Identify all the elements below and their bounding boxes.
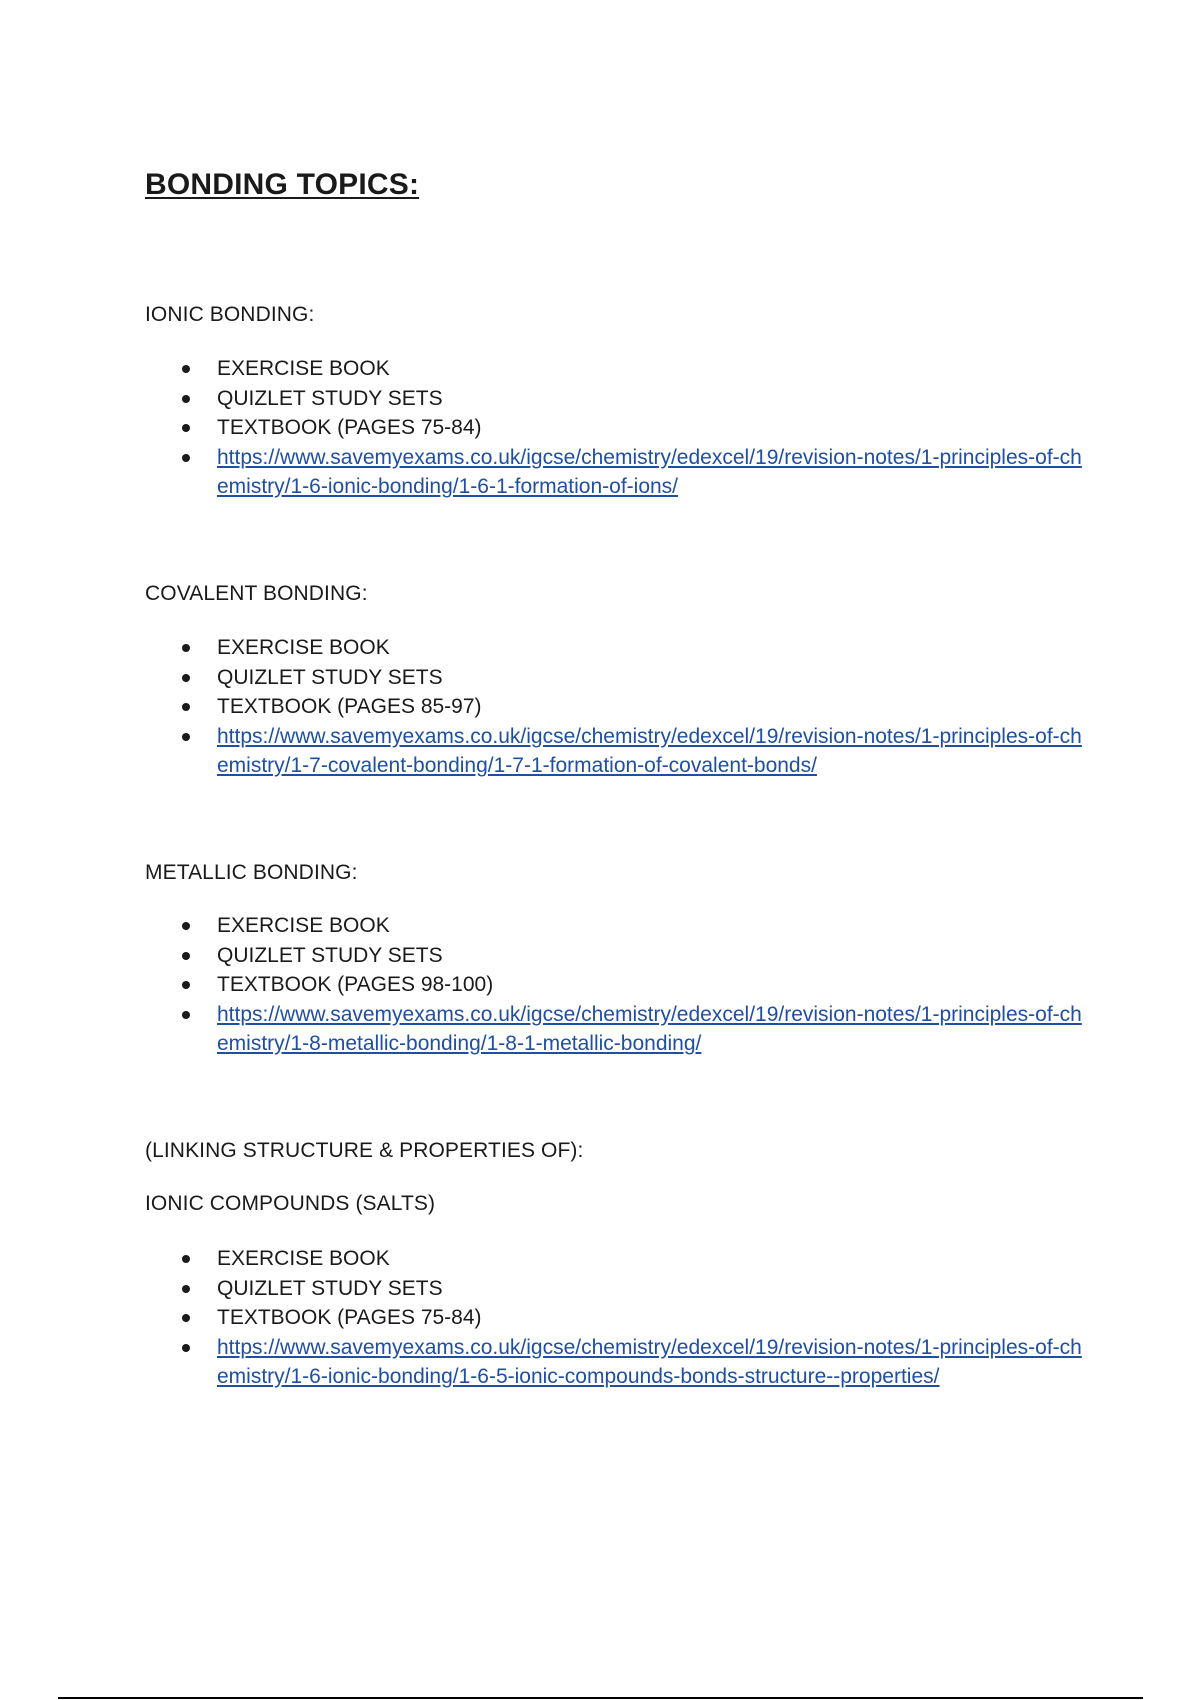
list-item bbox=[145, 1274, 1085, 1304]
bullet-icon bbox=[182, 365, 190, 373]
item-label: EXERCISE BOOK bbox=[217, 636, 390, 659]
list-item bbox=[145, 1000, 1085, 1059]
list-item bbox=[145, 663, 1085, 693]
item-label: EXERCISE BOOK bbox=[217, 914, 390, 937]
section-heading-ionic-bonding: IONIC BONDING: bbox=[145, 303, 315, 326]
list-item bbox=[145, 1244, 1085, 1274]
list-item bbox=[145, 970, 1085, 1000]
ionic-bonding-link[interactable]: https://www.savemyexams.co.uk/igcse/chemistry/edexcel/19/revision-notes/1-principles-of-chemistry/1-6-ionic-bonding/1-6-1-formation-of-ions/ bbox=[217, 445, 1082, 498]
bullet-icon bbox=[182, 1285, 190, 1293]
bullet-icon bbox=[182, 454, 190, 462]
bullet-icon bbox=[182, 395, 190, 403]
bullet-icon bbox=[182, 922, 190, 930]
item-label: QUIZLET STUDY SETS bbox=[217, 943, 443, 967]
resource-list-ionic-compounds bbox=[145, 1244, 1085, 1392]
bullet-icon bbox=[182, 733, 190, 741]
list-item bbox=[145, 384, 1085, 414]
list-item bbox=[145, 1303, 1085, 1333]
section-preheading-linking-structure: (LINKING STRUCTURE & PROPERTIES OF): bbox=[145, 1139, 584, 1162]
item-label: EXERCISE BOOK bbox=[217, 357, 390, 380]
bullet-icon bbox=[182, 952, 190, 960]
list-item bbox=[145, 722, 1085, 781]
resource-list-metallic-bonding bbox=[145, 911, 1085, 1059]
item-label: QUIZLET STUDY SETS bbox=[217, 665, 443, 689]
bullet-icon bbox=[182, 1255, 190, 1263]
ionic-compounds-link[interactable]: https://www.savemyexams.co.uk/igcse/chemistry/edexcel/19/revision-notes/1-principles-of-chemistry/1-6-ionic-bonding/1-6-5-ionic-compounds-bonds-structure--properties/ bbox=[217, 1335, 1082, 1388]
item-label: TEXTBOOK (PAGES 75-84) bbox=[217, 1306, 482, 1329]
section-heading-covalent-bonding: COVALENT BONDING: bbox=[145, 582, 368, 605]
bullet-icon bbox=[182, 981, 190, 989]
metallic-bonding-link[interactable]: https://www.savemyexams.co.uk/igcse/chemistry/edexcel/19/revision-notes/1-principles-of-chemistry/1-8-metallic-bonding/1-8-1-metallic-bonding/ bbox=[217, 1002, 1082, 1055]
item-label: QUIZLET STUDY SETS bbox=[217, 386, 443, 410]
resource-list-ionic-bonding bbox=[145, 354, 1085, 502]
bullet-icon bbox=[182, 644, 190, 652]
list-item bbox=[145, 911, 1085, 941]
bullet-icon bbox=[182, 674, 190, 682]
section-heading-metallic-bonding: METALLIC BONDING: bbox=[145, 861, 358, 884]
item-label: EXERCISE BOOK bbox=[217, 1247, 390, 1270]
covalent-bonding-link[interactable]: https://www.savemyexams.co.uk/igcse/chemistry/edexcel/19/revision-notes/1-principles-of-chemistry/1-7-covalent-bonding/1-7-1-formation-of-covalent-bonds/ bbox=[217, 724, 1082, 777]
bullet-icon bbox=[182, 1314, 190, 1322]
item-label: QUIZLET STUDY SETS bbox=[217, 1276, 443, 1300]
list-item bbox=[145, 692, 1085, 722]
page-title: BONDING TOPICS: bbox=[145, 168, 420, 201]
list-item bbox=[145, 413, 1085, 443]
list-item bbox=[145, 1333, 1085, 1392]
resource-list-covalent-bonding bbox=[145, 633, 1085, 781]
item-label: TEXTBOOK (PAGES 98-100) bbox=[217, 973, 494, 996]
bullet-icon bbox=[182, 703, 190, 711]
item-label: TEXTBOOK (PAGES 85-97) bbox=[217, 695, 482, 718]
footer-divider bbox=[58, 1697, 1143, 1699]
bullet-icon bbox=[182, 424, 190, 432]
list-item bbox=[145, 633, 1085, 663]
list-item bbox=[145, 941, 1085, 971]
bullet-icon bbox=[182, 1011, 190, 1019]
bullet-icon bbox=[182, 1344, 190, 1352]
item-label: TEXTBOOK (PAGES 75-84) bbox=[217, 416, 482, 439]
list-item bbox=[145, 443, 1085, 502]
section-heading-ionic-compounds: IONIC COMPOUNDS (SALTS) bbox=[145, 1192, 436, 1215]
list-item bbox=[145, 354, 1085, 384]
